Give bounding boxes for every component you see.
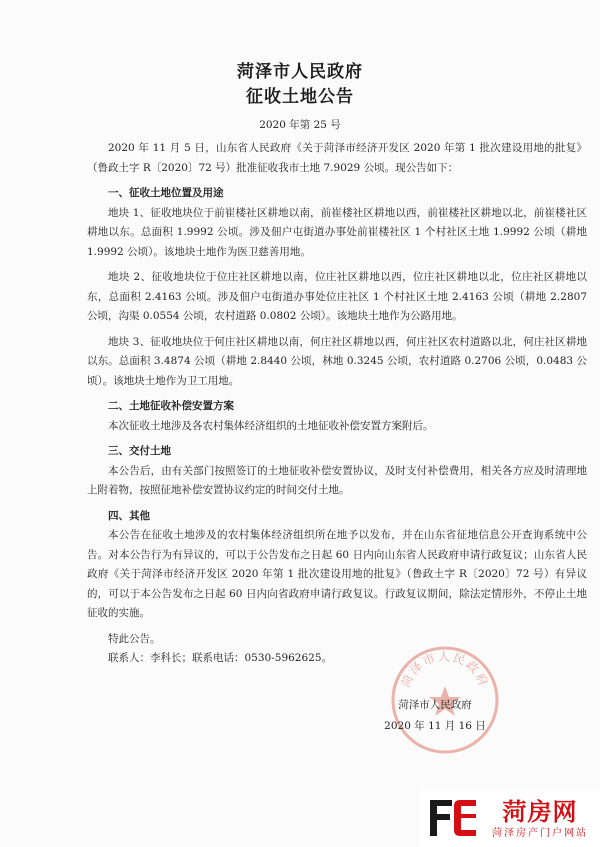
svg-text:菏泽市人民政府: 菏泽市人民政府 — [398, 649, 492, 690]
document-number: 2020 年第 25 号 — [259, 119, 341, 131]
site-watermark-logo — [420, 790, 600, 847]
notice-body — [87, 139, 587, 669]
other-paragraph: 本公告在征收土地涉及的农村集体经济组织所在地予以发布，并在山东省征地信息公开查询系统中公告。对本公告行为有异议的，可以于公告发布之日起 60 日内向山东省人民政府申请行政复议；山东省人民政府《关于菏泽市经济开发区 2020 年第 1 批次建设用地的批复》（鲁政土字 R〔2020〕72 号）有异议的，可以于本公告发布之日起 60 日内向省政府申请行政复议。行政复议期间，除法定情形外，不停止土地征收的实施。 — [87, 529, 587, 619]
contact-line: 联系人：李科长；联系电话：0530-5962625。 — [108, 652, 333, 664]
parcel-1-paragraph: 地块 1、征收地块位于前崔楼社区耕地以南，前崔楼社区耕地以西，前崔楼社区耕地以北，前崔楼社区耕地以东。总面积 1.9992 公顷。涉及佃户屯街道办事处前崔楼社区 1 个村社区土地 1.9992 公顷（耕地 1.9992 公顷）。该地块土地作为医卫慈善用地。 — [87, 206, 587, 258]
section-heading-other: 四、其他 — [108, 509, 150, 522]
issuer-title: 菏泽市人民政府 — [237, 62, 363, 82]
parcel-3-paragraph: 地块 3、征收地块位于何庄社区耕地以南，何庄社区耕地以西，何庄社区农村道路以北，何庄社区耕地以东。总面积 3.4874 公顷（耕地 2.8440 公顷，林地 0.3245 公顷，农村道路 0.2706 公顷，0.0483 公顷）。该地块土地作为卫工用地。 — [87, 335, 587, 387]
watermark-slogan: 菏泽房产门户网站 — [492, 828, 588, 839]
signing-organization: 菏泽市人民政府 — [398, 699, 472, 711]
section-heading-compensation: 二、土地征收补偿安置方案 — [108, 400, 234, 412]
section-heading-location: 一、征收土地位置及用途 — [108, 187, 224, 199]
closing-line: 特此公告。 — [108, 632, 161, 645]
signing-date: 2020 年 11 月 16 日 — [384, 720, 486, 732]
parcel-2-paragraph: 地块 2、征收地块位于位庄社区耕地以南，位庄社区耕地以西，位庄社区耕地以北，位庄社区耕地以东，总面积 2.4163 公顷。涉及佃户屯街道办事处位庄社区 1 个村社区土地 2.4163 公顷（耕地 2.2807 公顷，沟渠 0.0554 公顷，农村道路 0.0802 公顷）。该地块土地作为公路用地。 — [87, 271, 587, 322]
compensation-paragraph: 本次征收土地涉及各农村集体经济组织的土地征收补偿安置方案附后。 — [108, 419, 434, 432]
section-heading-delivery: 三、交付土地 — [108, 445, 171, 457]
intro-paragraph: 2020 年 11 月 5 日，山东省人民政府《关于菏泽市经济开发区 2020 年第 1 批次建设用地的批复》（鲁政土字 R〔2020〕72 号）批准征收我市土地 7.9029 公顷。现公告如下： — [87, 142, 587, 174]
notice-title: 征收土地公告 — [246, 87, 354, 107]
watermark-brand: 菏房网 — [502, 798, 578, 826]
delivery-paragraph: 本公告后，由有关部门按照签订的土地征收补偿安置协议，及时支付补偿费用，相关各方应及时清理地上附着物，按照征地补偿安置协议约定的时间交付土地。 — [87, 464, 587, 496]
fc-logo-icon — [426, 794, 480, 842]
